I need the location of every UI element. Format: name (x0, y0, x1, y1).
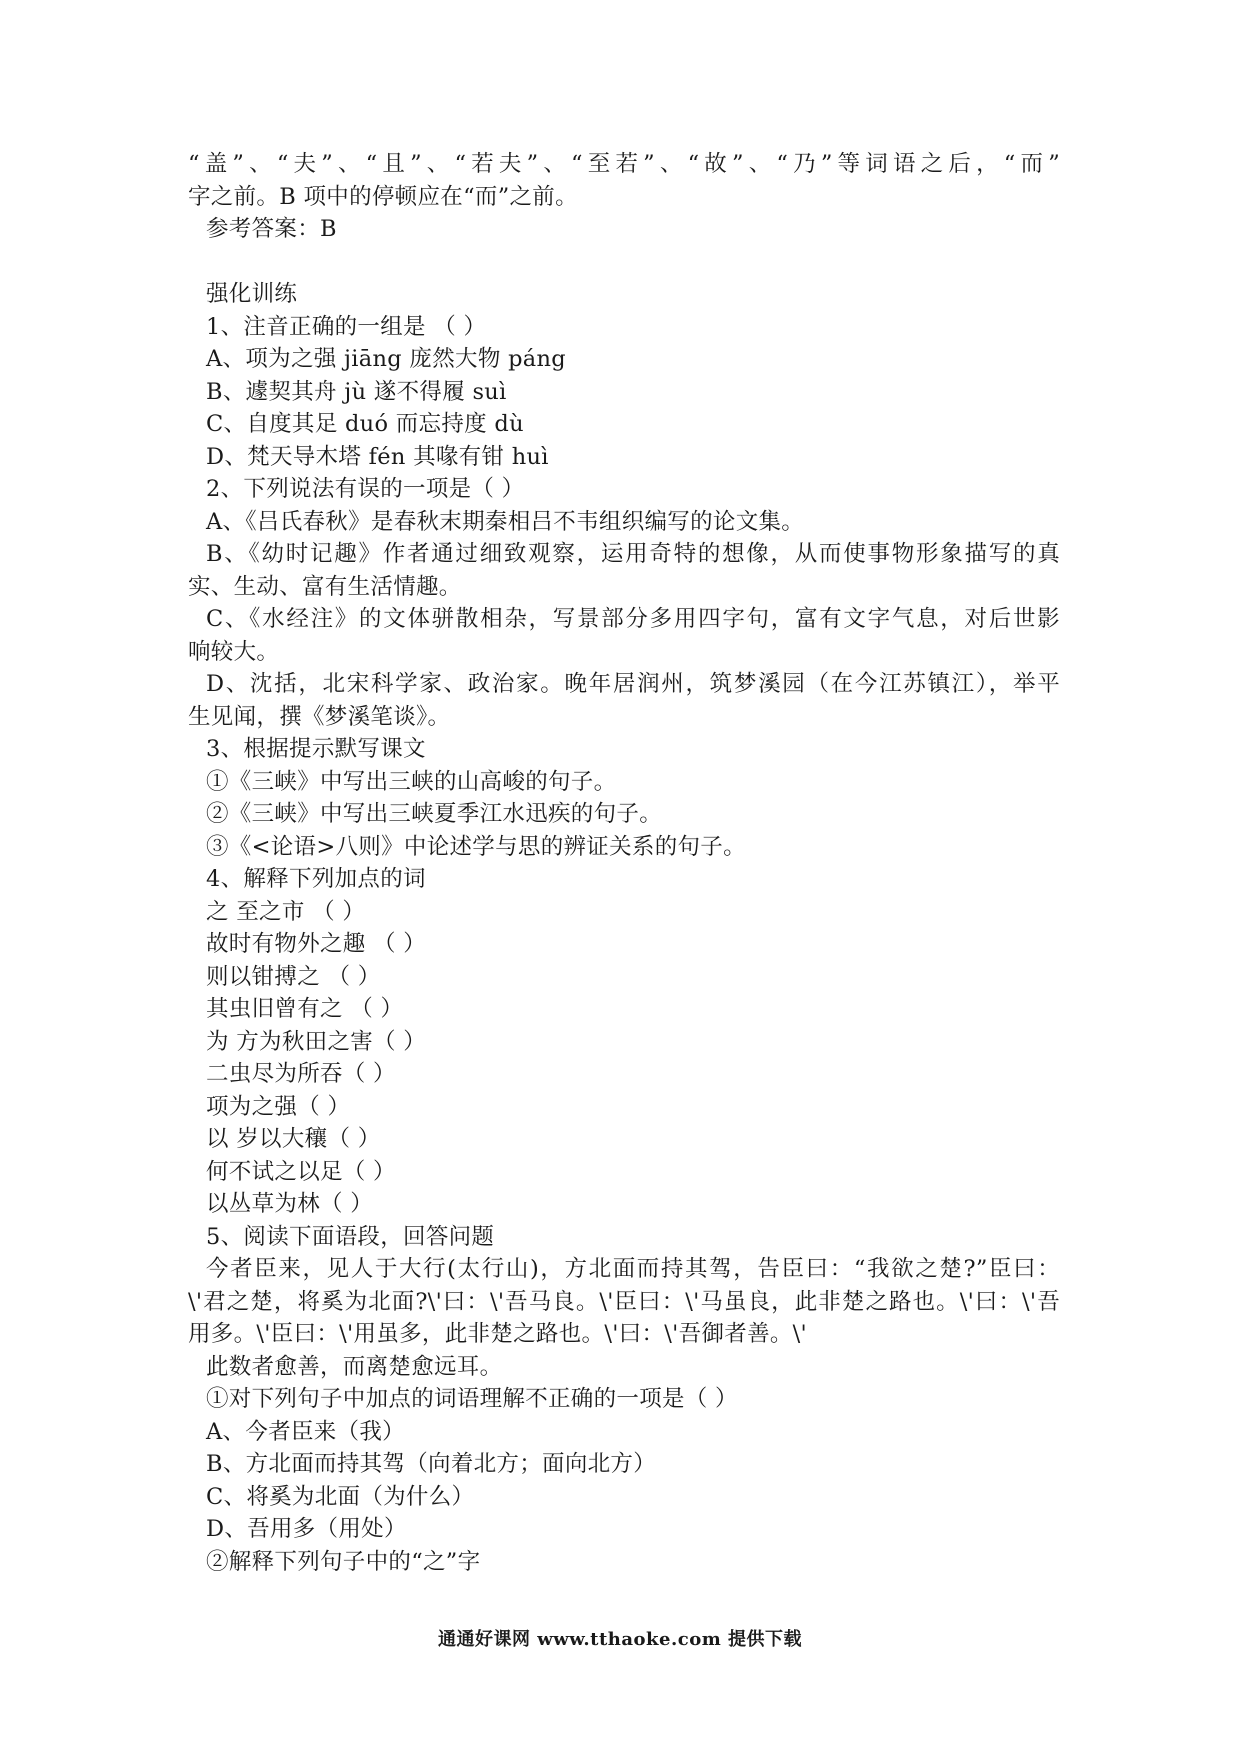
option-line: D、吾用多（用处） (206, 1516, 407, 1542)
question-1: 1、注音正确的一组是 （ ） (206, 313, 487, 340)
word-item: 以 岁以大穰（ ） (206, 1126, 381, 1152)
word-item: 之 至之市 （ ） (206, 898, 366, 925)
option-line: D、沈括，北宋科学家、政治家。晚年居润州，筑梦溪园（在今江苏镇江），举平 (206, 671, 1060, 697)
word-item: 其虫旧曾有之 （ ） (206, 996, 404, 1022)
word-item: 为 方为秋田之害（ ） (206, 1028, 427, 1055)
word-item: 何不试之以足（ ） (206, 1158, 396, 1185)
sub-question: ①对下列句子中加点的词语理解不正确的一项是（ ） (206, 1386, 738, 1412)
option-line: A、今者臣来（我） (206, 1418, 405, 1445)
option-line: D、梵天导木塔 fén 其喙有钳 huì (206, 443, 549, 470)
option-line: B、《幼时记趣》作者通过细致观察，运用奇特的想像，从而使事物形象描写的真 (206, 541, 1060, 567)
passage-line: \'君之楚，将奚为北面?\'曰：\'吾马良。\'臣曰：\'马虽良，此非楚之路也。\'曰：\'吾 (188, 1288, 1060, 1315)
sub-question: ②解释下列句子中的“之”字 (206, 1548, 481, 1575)
text-line: “盖”、“夫”、“且”、“若夫”、“至若”、“故”、“乃”等词语之后，“而” (188, 151, 1060, 177)
word-item: 则以钳搏之 （ ） (206, 963, 381, 990)
text-line: 生见闻，撰《梦溪笔谈》。 (188, 703, 451, 730)
page-footer: 通通好课网 www.tthaoke.com 提供下载 (437, 1629, 803, 1650)
section-heading: 强化训练 (206, 281, 298, 307)
question-5: 5、阅读下面语段，回答问题 (206, 1223, 495, 1250)
word-item: 故时有物外之趣 （ ） (206, 931, 427, 957)
option-line: C、《水经注》的文体骈散相杂，写景部分多用四字句，富有文字气息，对后世影 (206, 606, 1060, 632)
text-line: 响较大。 (188, 638, 280, 665)
sub-question: ①《三峡》中写出三峡的山高峻的句子。 (206, 768, 617, 795)
option-line: B、遽契其舟 jù 遂不得履 suì (206, 378, 507, 405)
option-line: B、方北面而持其驾（向着北方；面向北方） (206, 1451, 657, 1477)
question-4: 4、解释下列加点的词 (206, 866, 426, 892)
passage-line: 此数者愈善，而离楚愈远耳。 (206, 1353, 503, 1380)
passage-line: 今者臣来，见人于大行(太行山)，方北面而持其驾，告臣曰：“我欲之楚?”臣曰： (206, 1256, 1060, 1282)
word-item: 以丛草为林（ ） (206, 1191, 374, 1217)
option-line: C、将奚为北面（为什么） (206, 1483, 475, 1510)
passage-line: 用多。\'臣曰：\'用虽多，此非楚之路也。\'曰：\'吾御者善。\' (188, 1321, 808, 1347)
option-line: A、项为之强 jiāng 庞然大物 páng (206, 346, 566, 372)
text-line: 实、生动、富有生活情趣。 (188, 573, 462, 600)
word-item: 二虫尽为所吞（ ） (206, 1061, 396, 1087)
answer-line: 参考答案：B (206, 216, 337, 242)
sub-question: ③《<论语>八则》中论述学与思的辨证关系的句子。 (206, 833, 746, 860)
question-3: 3、根据提示默写课文 (206, 736, 426, 762)
option-line: C、自度其足 duó 而忘持度 dù (206, 411, 524, 437)
question-2: 2、下列说法有误的一项是（ ） (206, 476, 525, 502)
text-line: 字之前。B 项中的停顿应在“而”之前。 (188, 183, 578, 210)
document-body (188, 148, 1060, 1578)
sub-question: ②《三峡》中写出三峡夏季江水迅疾的句子。 (206, 801, 663, 827)
word-item: 项为之强（ ） (206, 1093, 351, 1120)
option-line: A、《吕氏春秋》是春秋末期秦相吕不韦组织编写的论文集。 (206, 508, 805, 535)
